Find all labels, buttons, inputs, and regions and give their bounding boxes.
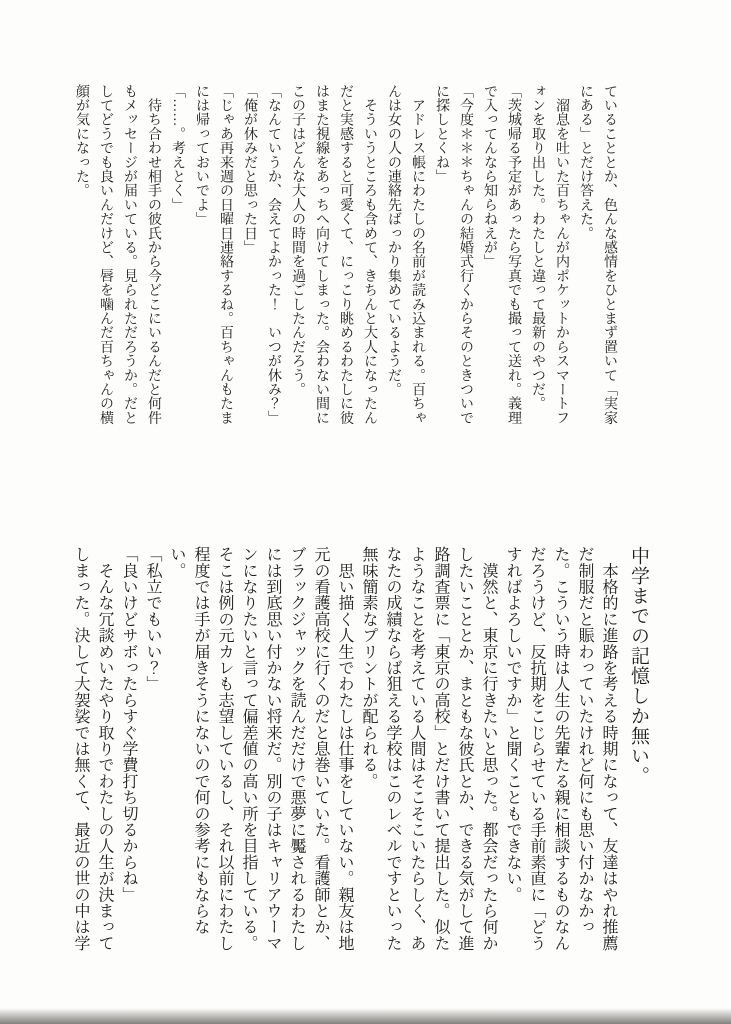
paragraph: 「今度＊＊＊ちゃんの結婚式行くからそのときついでに探しとくね」	[434, 84, 473, 425]
passage-bottom	[68, 546, 651, 952]
paragraph: 「……。考えとく」	[170, 84, 185, 212]
passage-top	[69, 84, 621, 437]
paragraph: 「私立でもいい？」	[144, 546, 161, 692]
paragraph: 本格的に進路を考える時期になって、友達はやれ推薦だ制服だと賑わっていたけれど何にも思い付かなかった。こういう時は人生の先輩たる親に相談するものなんだろうけど、反抗期をこじらせている手前素直に「どうすればよろしいですか」と聞くこともできない。	[504, 546, 617, 951]
paragraph: そんな冗談めいたやり取りでわたしの人生が決まってしまった。決して大袈裟では無くて、最近の世の中は学	[72, 546, 113, 951]
passage-bottom-body	[68, 546, 620, 952]
paragraph: 「良いけどサボったらすぐ学費打ち切るからね」	[120, 546, 137, 903]
paragraph: 「茨城帰る予定があったら写真でも撮って送れ。義理で入ってんなら知らねえが」	[482, 84, 521, 425]
paragraph: 「俺が休みだと思った日」	[242, 84, 257, 255]
paragraph: 漠然と、東京に行きたいと思った。都会だったら何かしたいこととか、まともな彼氏とか、できる気がして進路調査票に「東京の高校」とだけ書いて提出した。似たようなことを考えている人間はそこそこいたらしく、あなたの成績ならば狙える学校はこのレベルですといった無味簡素なプリントが配られる。	[360, 546, 497, 951]
paragraph: そういうところも含めて、きちんと大人になったんだと実感すると可愛くて、にっこり眺めるわたしに彼はまた視線をあっちへ向けてしまった。会わない間にこの子はどんな大人の時間を過ごしたんだろう。	[290, 84, 377, 425]
paragraph: 溜息を吐いた百ちゃんが内ポケットからスマートフォンを取り出した。わたしと違って最新のやつだ。	[530, 84, 569, 425]
paragraph: アドレス帳にわたしの名前が読み込まれる。百ちゃんは女の人の連絡先ばっかり集めているようだ。	[386, 84, 425, 425]
paragraph: 思い描く人生でわたしは仕事をしていない。親友は地元の看護高校に行くのだと息巻いていた。看護師とか、ブラックジャックを読んだだけで悪夢に魘されるわたしには到底思い付かない将来だ。別の子はキャリアウーマンになりたいと言って偏差値の高い所を目指している。そこは例の元カレも志望しているし、それ以前にわたし程度では手が届きそうにないので何の参考にもならない。	[168, 546, 353, 951]
paragraph: 「なんていうか、会えてよかった！ いつが休み？」	[266, 84, 281, 425]
paragraph: ていることとか、色んな感情をひとまず置いて「実家にある」とだけ答えた。	[578, 84, 617, 425]
paragraph: 待ち合わせ相手の彼氏から今どこにいるんだと何件もメッセージが届いている。見られただろうか。だとしてどうでも良いんだけど、唇を噛んだ百ちゃんの横顔が気になった。	[74, 84, 161, 425]
scan-shadow	[0, 1008, 731, 1024]
paragraph: 「じゃあ再来週の日曜日連絡するね。百ちゃんもたまには帰っておいでよ」	[194, 84, 233, 425]
section-heading: 中学までの記憶しか無い。	[628, 546, 649, 786]
